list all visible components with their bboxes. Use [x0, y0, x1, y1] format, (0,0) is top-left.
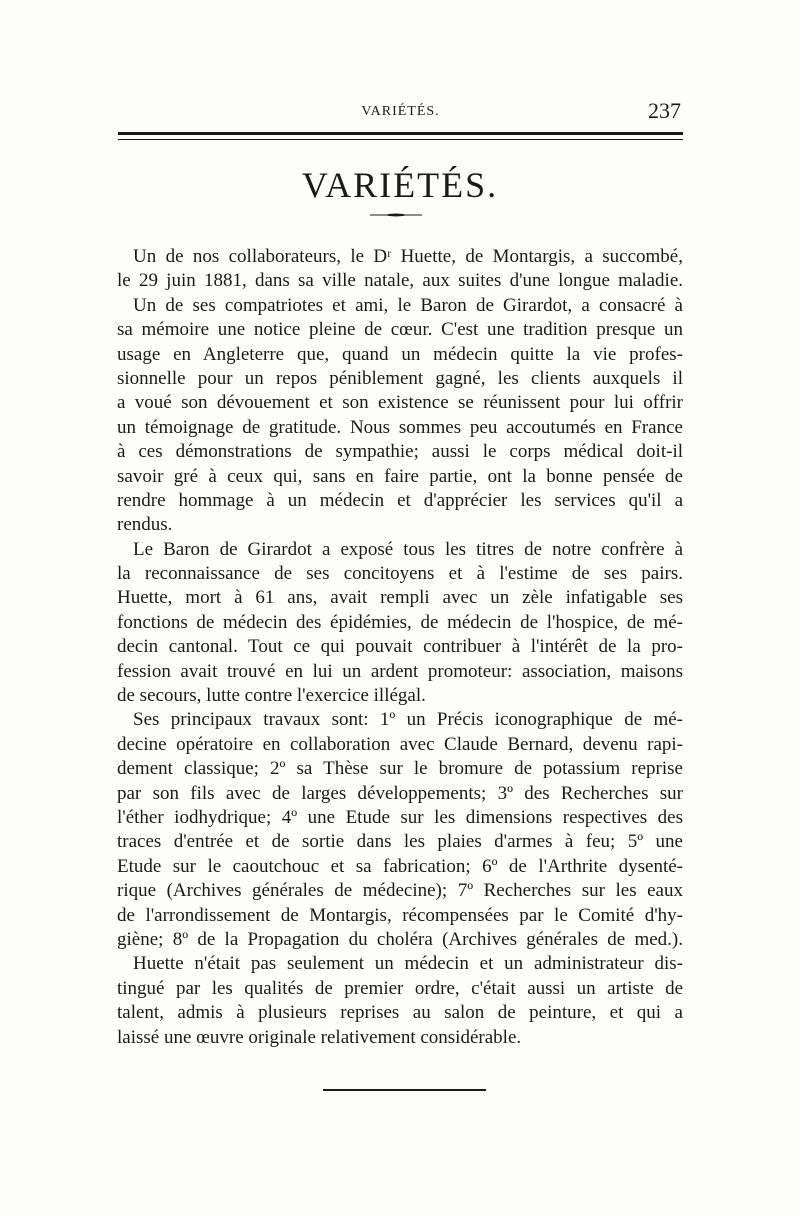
text-line: giène; 8º de la Propagation du choléra (Archives générales de med.). — [117, 928, 683, 950]
text-line: le 29 juin 1881, dans sa ville natale, aux suites d'une longue maladie. — [117, 270, 683, 292]
header-rule-thin — [118, 139, 683, 140]
text-line: sa mémoire une notice pleine de cœur. C'est une tradition presque un — [117, 319, 683, 341]
text-line: rendus. — [117, 514, 173, 536]
header-rule-thick — [118, 132, 683, 135]
text-line: Un de nos collaborateurs, le Dʳ Huette, de Montargis, a succombé, — [133, 246, 683, 267]
text-line: Le Baron de Girardot a exposé tous les titres de notre confrère à — [133, 538, 683, 560]
text-line: la reconnaissance de ses concitoyens et à l'estime de ses pairs. — [117, 563, 683, 585]
text-line: fonctions de médecin des épidémies, de médecin de l'hospice, de mé- — [117, 611, 683, 633]
text-line: talent, admis à plusieurs reprises au salon de peinture, et qui a — [117, 1002, 683, 1024]
text-line: sionnelle pour un repos péniblement gagné, les clients auxquels il — [117, 367, 683, 389]
text-line: a voué son dévouement et son existence se réunissent pour lui offrir — [117, 392, 683, 414]
closing-rule — [323, 1089, 486, 1091]
text-line: Huette, mort à 61 ans, avait rempli avec un zèle infatigable ses — [117, 587, 683, 609]
text-line: un témoignage de gratitude. Nous sommes peu accoutumés en France — [117, 416, 683, 438]
text-line: tingué par les qualités de premier ordre, c'était aussi un artiste de — [117, 977, 683, 999]
text-line: Etude sur le caoutchouc et sa fabrication; 6º de l'Arthrite dysenté- — [117, 855, 683, 877]
text-line: dement classique; 2º sa Thèse sur le bromure de potassium reprise — [117, 758, 683, 780]
text-line: de secours, lutte contre l'exercice illégal. — [117, 685, 426, 707]
text-line: decin cantonal. Tout ce qui pouvait contribuer à l'intérêt de la pro- — [117, 636, 683, 658]
page-number: 237 — [648, 98, 681, 123]
text-line: Ses principaux travaux sont: 1º un Précis iconographique de mé- — [133, 709, 683, 731]
text-line: Un de ses compatriotes et ami, le Baron de Girardot, a consacré à — [133, 294, 683, 316]
text-line: rique (Archives générales de médecine); 7º Recherches sur les eaux — [117, 880, 683, 902]
text-line: decine opératoire en collaboration avec Claude Bernard, devenu rapi- — [117, 733, 683, 755]
heading-ornament — [370, 213, 422, 216]
text-line: par son fils avec de larges développements; 3º des Recherches sur — [117, 782, 683, 804]
running-head — [118, 98, 683, 124]
running-title: VARIÉTÉS. — [361, 104, 440, 119]
text-line: rendre hommage à un médecin et d'apprécier les services qu'il a — [117, 489, 683, 511]
text-line: de l'arrondissement de Montargis, récompensées par le Comité d'hy- — [117, 904, 683, 926]
text-line: Huette n'était pas seulement un médecin et un administrateur dis- — [133, 953, 683, 975]
text-line: traces d'entrée et de sortie dans les plaies d'armes à feu; 5º une — [117, 831, 683, 853]
section-heading: VARIÉTÉS. — [301, 165, 499, 205]
text-line: à ces démonstrations de sympathie; aussi le corps médical doit-il — [117, 441, 683, 463]
text-line: laissé une œuvre originale relativement considérable. — [117, 1026, 522, 1048]
text-line: l'éther iodhydrique; 4º une Etude sur les dimensions respectives des — [117, 806, 683, 828]
text-line: fession avait trouvé en lui un ardent promoteur: association, maisons — [117, 660, 683, 682]
text-line: savoir gré à ceux qui, sans en faire partie, ont la bonne pensée de — [117, 465, 683, 487]
text-line: usage en Angleterre que, quand un médecin quitte la vie profes- — [117, 343, 683, 365]
article-body — [117, 245, 683, 1050]
